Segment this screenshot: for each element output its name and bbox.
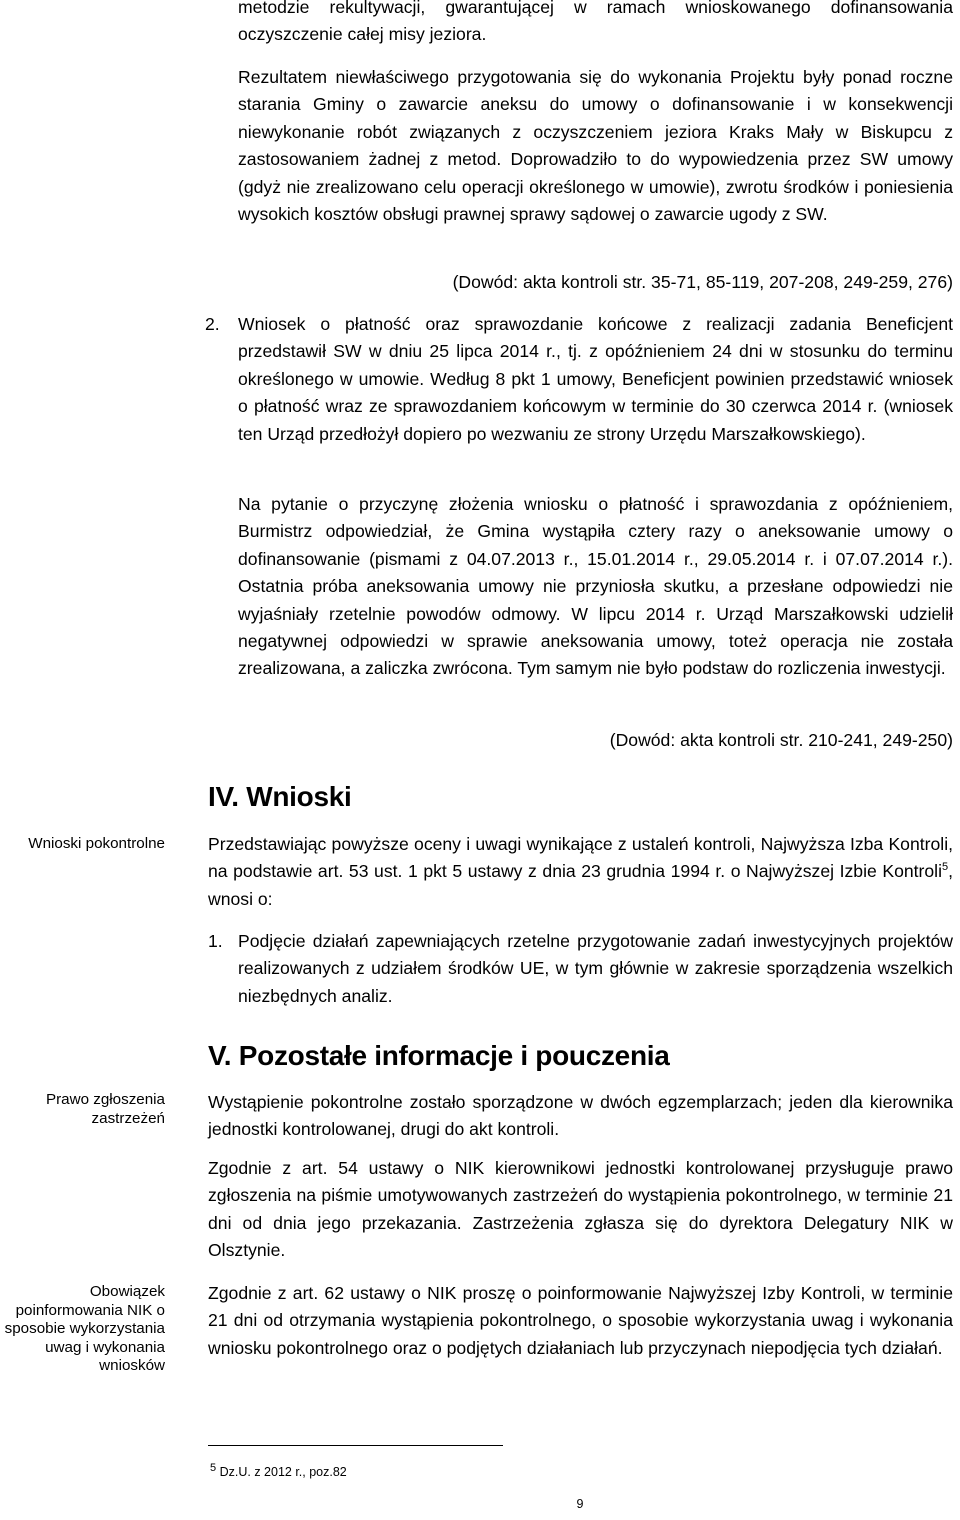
page-number: 9	[576, 1497, 584, 1511]
information-duty-paragraph: Zgodnie z art. 62 ustawy o NIK proszę o poinformowanie Najwyższej Izby Kontroli, w terminie 21 dni od otrzymania wystąpienia pokontrolnego, o sposobie wykorzystania uwag i wykonania wniosku pokontrolnego oraz o podjętych działaniach lub przyczynach niepodjęcia tych działań.	[208, 1283, 953, 1358]
section-heading-conclusions: IV. Wnioski	[208, 781, 352, 812]
item-number: 2.	[205, 314, 220, 334]
conclusions-intro	[208, 831, 953, 913]
conclusions-intro-text: Przedstawiając powyższe oceny i uwagi wynikające z ustaleń kontroli, Najwyższa Izba Kontroli, na podstawie art. 53 ust. 1 pkt 5 ustawy z dnia 23 grudnia 1994 r. o Najwyższej Izbie Kontroli	[208, 834, 953, 882]
section-heading-other-info: V. Pozostałe informacje i pouczenia	[208, 1040, 670, 1071]
conclusions-intro-ending: , wnosi o:	[208, 861, 953, 909]
footnote-reference: 5	[941, 861, 949, 874]
evidence-reference: (Dowód: akta kontroli str. 210-241, 249-250)	[609, 730, 953, 750]
evidence-reference: (Dowód: akta kontroli str. 35-71, 85-119, 207-208, 249-259, 276)	[452, 272, 953, 292]
footnote-marker: 5	[210, 1461, 217, 1474]
explanation-paragraph: Na pytanie o przyczynę złożenia wniosku o płatność i sprawozdania z opóźnieniem, Burmistrz odpowiedział, że Gmina wystąpiła cztery razy o aneksowanie umowy o dofinansowanie (pismami z 04.07.2013 r., 15.01.2014 r., 29.05.2014 r. i 07.07.2014 r.). Ostatnia próba aneksowania umowy nie przyniosła skutku, a przesłane odpowiedzi nie wyjaśniały rzetelnie powodów odmowy. W lipcu 2014 r. Urząd Marszałkowski udzielił negatywnej odpowiedzi w sprawie aneksowania umowy, toteż operacja nie została zrealizowana, a zaliczka zwrócona. Tym samym nie było podstaw do rozliczenia inwestycji.	[238, 494, 953, 679]
margin-label-information-duty: Obowiązek poinformowania NIK o sposobie wykorzystania uwag i wykonania wniosków	[4, 1283, 165, 1374]
payment-request-paragraph: Wniosek o płatność oraz sprawozdanie końcowe z realizacji zadania Beneficjent przedstawił SW w dniu 25 lipca 2014 r., tj. z opóźnieniem 24 dni w stosunku do terminu określonego w umowie. Według 8 pkt 1 umowy, Beneficjent powinien przedstawić wniosek o płatność wraz ze sprawozdaniem końcowym w terminie do 30 czerwca 2014 r. (wniosek ten Urząd przedłożył dopiero po wezwaniu ze strony Urzędu Marszałkowskiego).	[238, 314, 953, 444]
recommendation-number: 1.	[208, 931, 223, 951]
footnote-separator	[208, 1445, 503, 1446]
continuation-paragraph: metodzie rekultywacji, gwarantującej w ramach wnioskowanego dofinansowania oczyszczenie całej misy jeziora.	[238, 0, 953, 45]
margin-label-conclusions: Wnioski pokontrolne	[28, 835, 165, 852]
objections-paragraph: Zgodnie z art. 54 ustawy o NIK kierownikowi jednostki kontrolowanej przysługuje prawo zgłoszenia na piśmie umotywowanych zastrzeżeń do wystąpienia pokontrolnego, w terminie 21 dni od dnia jego przekazania. Zastrzeżenia zgłasza się do dyrektora Delegatury NIK w Olsztynie.	[208, 1158, 953, 1261]
result-paragraph: Rezultatem niewłaściwego przygotowania się do wykonania Projektu były ponad roczne starania Gminy o zawarcie aneksu do umowy o dofinansowanie i w konsekwencji niewykonanie robót związanych z oczyszczeniem jeziora Kraks Mały w Biskupcu z zastosowaniem żadnej z metod. Doprowadziło to do wypowiedzenia przez SW umowy (gdyż nie zrealizowano celu operacji określonego w umowie), zwrotu środków i poniesienia wysokich kosztów obsługi prawnej sprawy sądowej o zawarcie ugody z SW.	[238, 67, 953, 225]
footnote-text: Dz.U. z 2012 r., poz.82	[219, 1465, 347, 1479]
margin-label-objections: Prawo zgłoszenia zastrzeżeń	[45, 1091, 165, 1127]
copies-paragraph: Wystąpienie pokontrolne zostało sporządzone w dwóch egzemplarzach; jeden dla kierownika jednostki kontrolowanej, drugi do akt kontroli.	[208, 1092, 953, 1140]
footnote	[210, 1461, 347, 1480]
recommendation-text: Podjęcie działań zapewniających rzetelne przygotowanie zadań inwestycyjnych projektów realizowanych z udziałem środków UE, w tym głównie w zakresie sporządzenia wszelkich niezbędnych analiz.	[238, 931, 953, 1006]
